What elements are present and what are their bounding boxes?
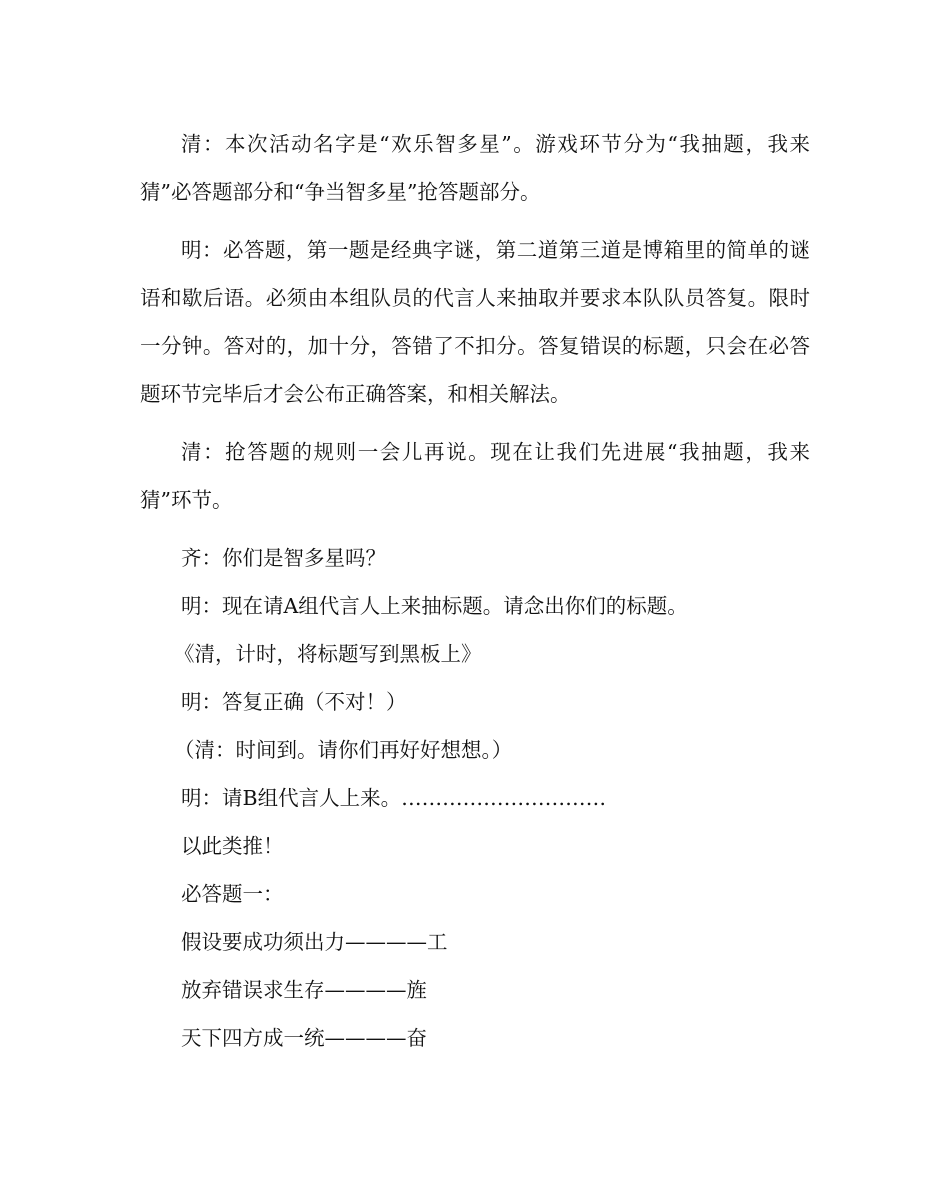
riddle-line: 放弃错误求生存————旌 — [181, 978, 427, 1002]
paragraph-required-rules: 明：必答题，第一题是经典字谜，第二道第三道是博箱里的简单的谜语和歇后语。必须由本组队员的代言人来抽取并要求本队队员答复。限时一分钟。答对的，加十分，答错了不扣分。答复错误的标题，只会在必答题环节完毕后才会公布正确答案，和相关解法。 — [140, 238, 810, 406]
dialogue-line: 明：请B组代言人上来。………………………… — [181, 786, 607, 810]
section-heading: 必答题一： — [181, 882, 284, 906]
stage-direction: 《清，计时，将标题写到黑板上》 — [174, 642, 482, 666]
dialogue-line: 明：答复正确（不对！） — [181, 690, 407, 714]
dialogue-line: 齐：你们是智多星吗？ — [181, 546, 386, 570]
riddle-line: 天下四方成一统————奋 — [181, 1026, 427, 1050]
paragraph-start-round: 清：抢答题的规则一会儿再说。现在让我们先进展“我抽题，我来猜”环节。 — [140, 440, 810, 512]
paragraph-activity-intro: 清：本次活动名字是“欢乐智多星”。游戏环节分为“我抽题，我来猜”必答题部分和“争当智多星”抢答题部分。 — [140, 132, 810, 204]
dialogue-line: 以此类推！ — [181, 834, 284, 858]
stage-direction: （清：时间到。请你们再好好想想。） — [174, 738, 513, 762]
riddle-line: 假设要成功须出力————工 — [181, 930, 448, 954]
document-body — [140, 120, 810, 1062]
dialogue-line: 明：现在请A组代言人上来抽标题。请念出你们的标题。 — [181, 594, 688, 618]
